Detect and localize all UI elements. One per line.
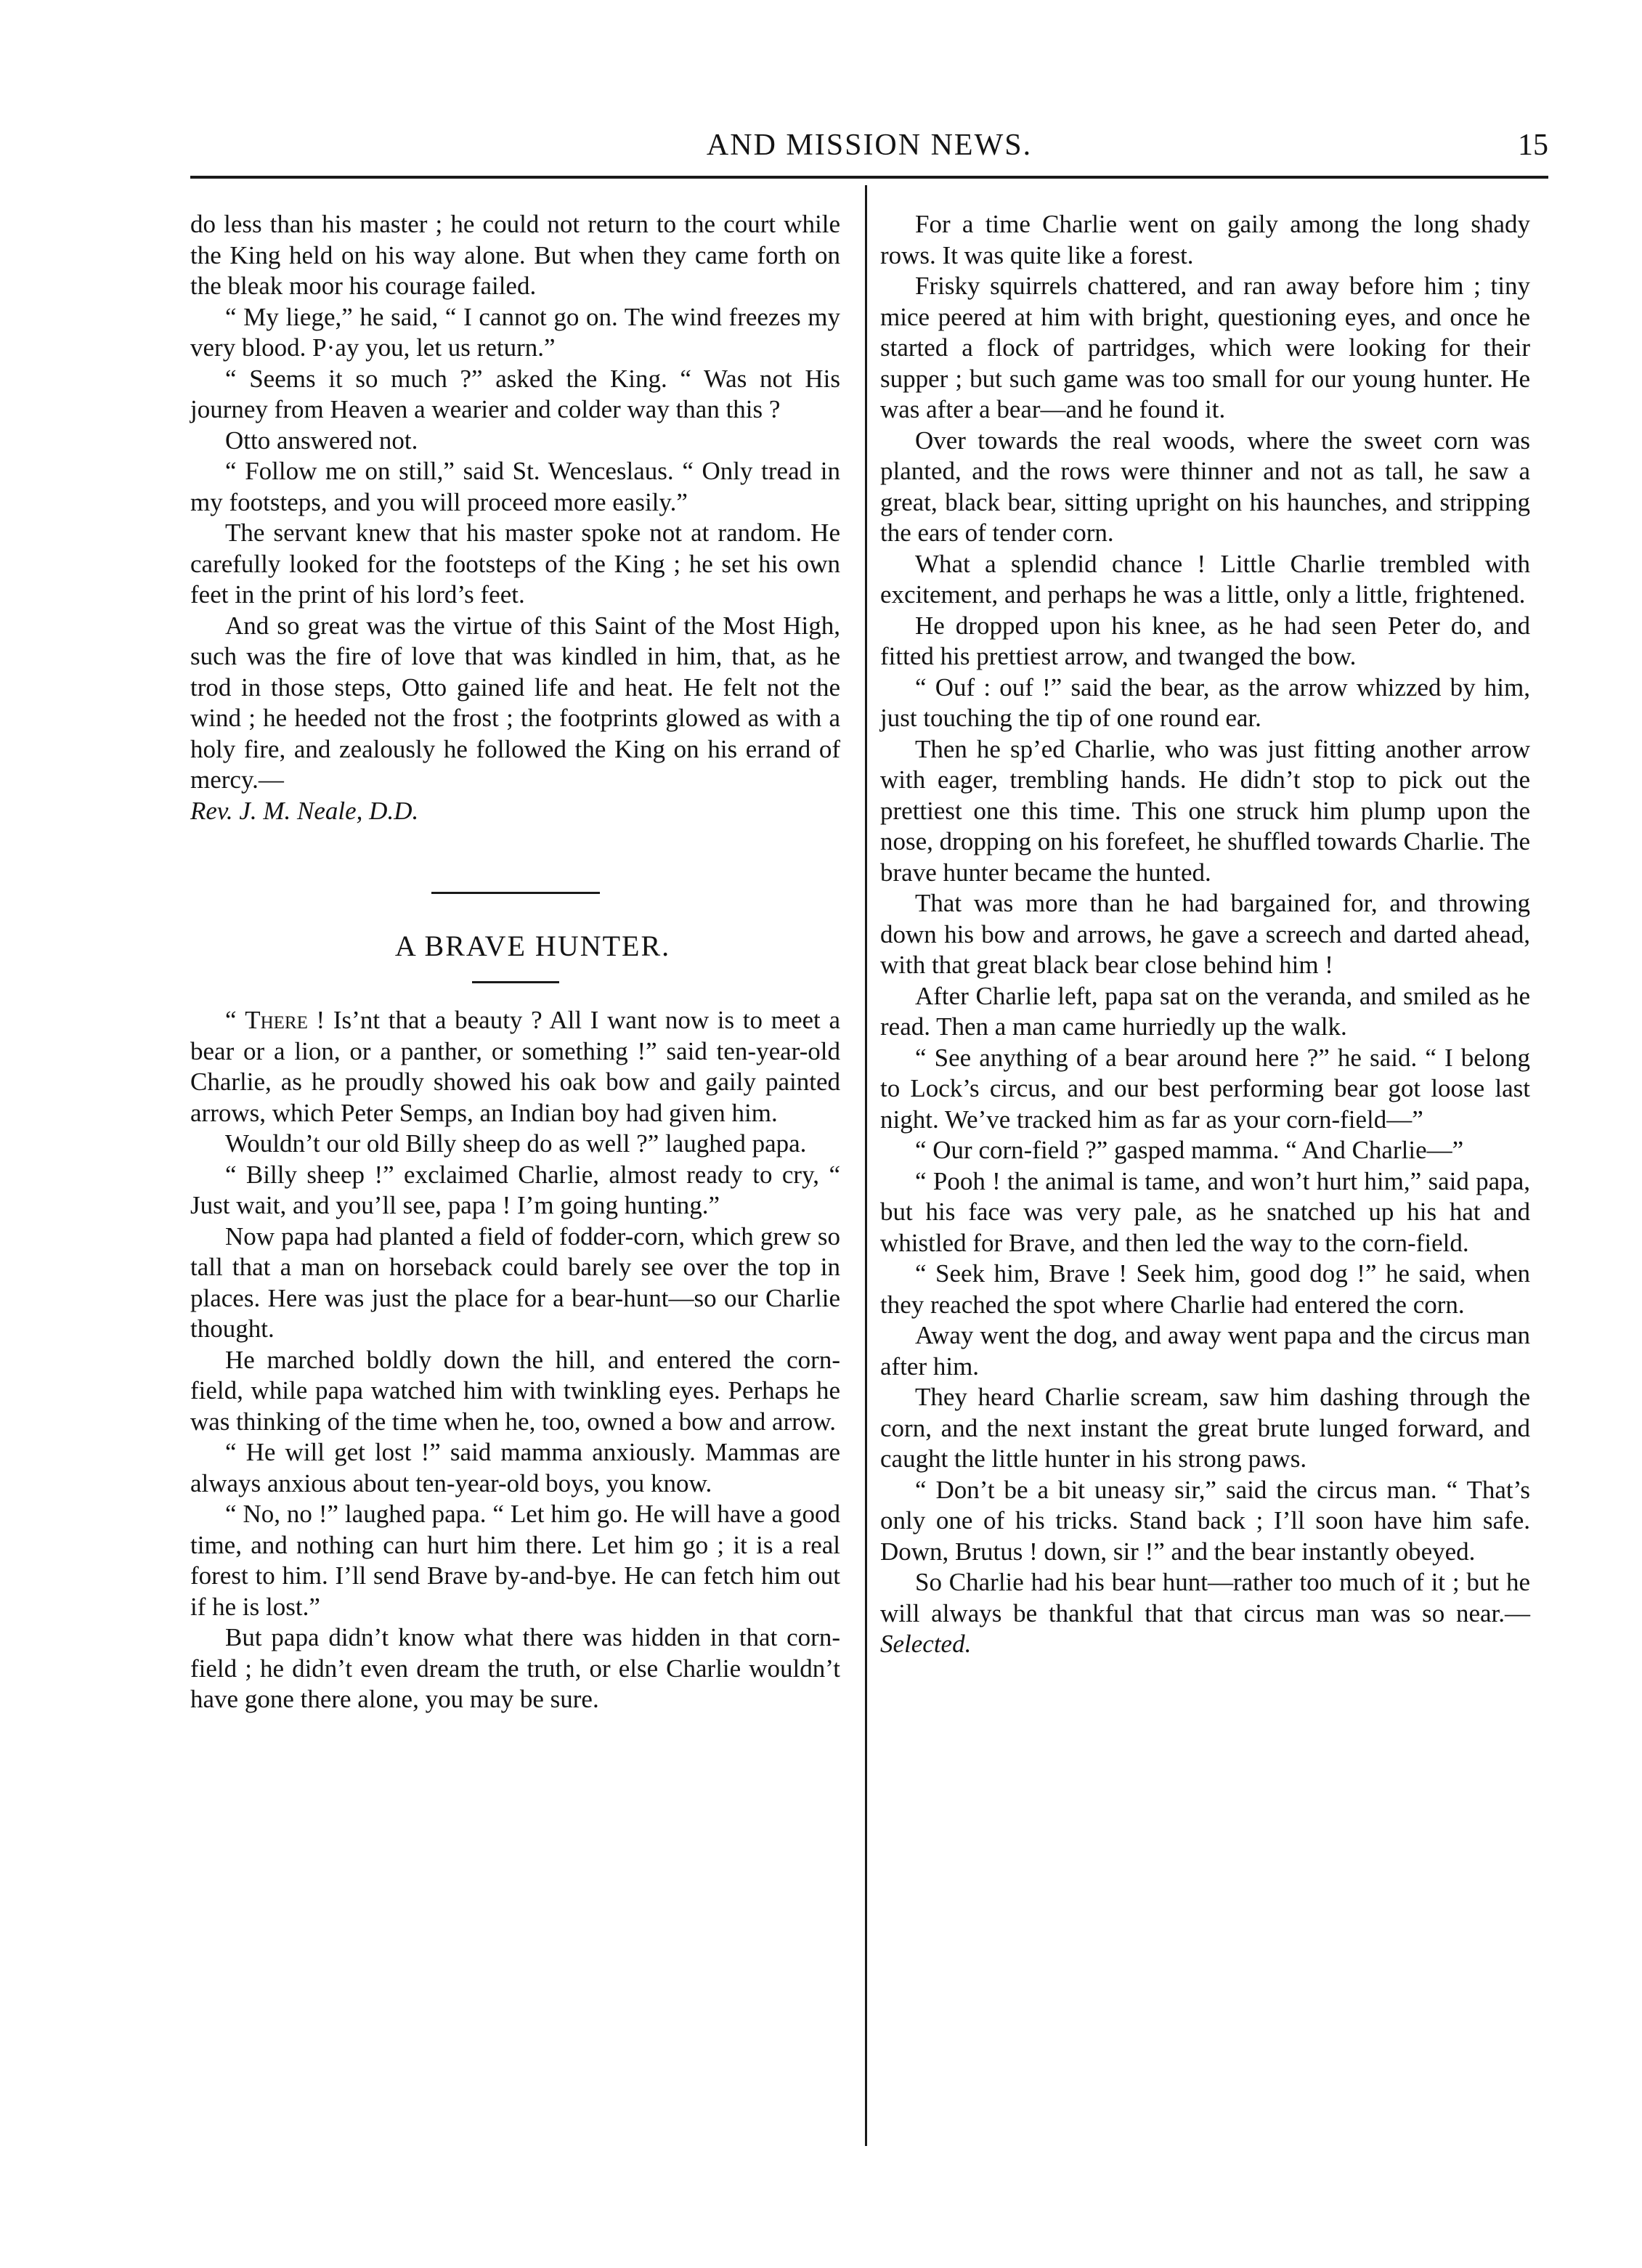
paragraph-text: And so great was the virtue of this Saint of the Most High, such was the fire of love that was kindled in him, that, as he trod in those steps, Otto gained life and heat. He felt not the wind ; he heeded not the frost ; the footprints glowed as with a holy fire, and zealously he followed the King on his errand of mercy.— (190, 611, 840, 794)
column-divider (865, 185, 867, 2146)
section-separator (431, 892, 600, 894)
paragraph: For a time Charlie went on gaily among the long shady rows. It was quite like a forest. (880, 210, 1530, 269)
paragraph: Over towards the real woods, where the sweet corn was planted, and the rows were thinner and not as tall, he saw a great, black bear, sitting upright on his haunches, and stripping the ears of tender corn. (880, 426, 1530, 547)
author-signature: Rev. J. M. Neale, D.D. (190, 796, 419, 825)
paragraph: They heard Charlie scream, saw him dashing through the corn, and the next instant the great brute lunged forward, and caught the little hunter in his strong paws. (880, 1383, 1530, 1473)
opening-word: There (245, 1006, 308, 1034)
paragraph: “ Ouf : ouf !” said the bear, as the arrow whizzed by him, just touching the tip of one round ear. (880, 672, 1530, 732)
source-signature: Selected. (880, 1630, 972, 1658)
paragraph: Now papa had planted a field of fodder-corn, which grew so tall that a man on horseback could barely see over the top in places. Here was just the place for a bear-hunt—so our Charlie thought. (190, 1222, 840, 1343)
paragraph: He marched boldly down the hill, and entered the corn-field, while papa watched him with twinkling eyes. Perhaps he was thinking of the time when he, too, owned a bow and arrow. (190, 1345, 840, 1436)
paragraph: That was more than he had bargained for, and throwing down his bow and arrows, he gave a screech and darted ahead, with that great black bear close behind him ! (880, 889, 1530, 979)
paragraph (190, 611, 840, 827)
paragraph: do less than his master ; he could not return to the court while the King held on his way alone. But when they came forth on the bleak moor his courage failed. (190, 210, 840, 300)
paragraph-text: So Charlie had his bear hunt—rather too much of it ; but he will always be thankful that that circus man was so near.— (880, 1568, 1530, 1627)
left-column (190, 209, 840, 1715)
paragraph: Otto answered not. (225, 426, 418, 455)
paragraph: “ Don’t be a bit uneasy sir,” said the circus man. “ That’s only one of his tricks. Stand back ; I’ll soon have him safe. Down, Brutus ! down, sir !” and the bear instantly obeyed. (880, 1475, 1530, 1566)
paragraph: “ Pooh ! the animal is tame, and won’t hurt him,” said papa, but his face was very pale, as he snatched up his hat and whistled for Brave, and then led the way to the corn-field. (880, 1166, 1530, 1257)
paragraph: After Charlie left, papa sat on the veranda, and smiled as he read. Then a man came hurriedly up the walk. (880, 981, 1530, 1041)
paragraph: “ There ! Is’nt that a beauty ? All I want now is to meet a bear or a lion, or a panther, or something !” said ten-year-old Charlie, as he proudly showed his oak bow and gaily painted arrows, which Peter Semps, an Indian boy had given him. (190, 1006, 840, 1127)
paragraph: But papa didn’t know what there was hidden in that corn-field ; he didn’t even dream the truth, or else Charlie wouldn’t have gone there alone, you may be sure. (190, 1623, 840, 1713)
page-header (190, 123, 1548, 182)
right-column (880, 209, 1530, 1660)
paragraph: “ Follow me on still,” said St. Wenceslaus. “ Only tread in my footsteps, and you will proceed more easily.” (190, 457, 840, 516)
header-rule (190, 176, 1548, 179)
paragraph: “ My liege,” he said, “ I cannot go on. The wind freezes my very blood. P·ay you, let us return.” (190, 302, 840, 362)
article-title: A BRAVE HUNTER. (394, 930, 671, 962)
paragraph: “ See anything of a bear around here ?” he said. “ I belong to Lock’s circus, and our best performing bear got loose last night. We’ve tracked him as far as your corn-field—” (880, 1043, 1530, 1134)
paragraph-text: ! Is’nt that a beauty ? All I want now is to meet a bear or a lion, or a panther, or something !” said ten-year-old Charlie, as he proudly showed his oak bow and gaily painted arrows, which Peter Semps, an Indian boy had given him. (190, 1006, 840, 1127)
paragraph: “ Seek him, Brave ! Seek him, good dog !” he said, when they reached the spot where Charlie had entered the corn. (880, 1259, 1530, 1319)
paragraph: “ Seems it so much ?” asked the King. “ Was not His journey from Heaven a wearier and colder way than this ? (190, 364, 840, 423)
running-head: AND MISSION NEWS. (706, 129, 1033, 162)
paragraph: Then he sp’ed Charlie, who was just fitting another arrow with eager, trembling hands. He didn’t stop to pick out the prettiest one this time. This one struck him plump upon the nose, dropping on his forefeet, he shuffled towards Charlie. The brave hunter became the hunted. (880, 734, 1530, 887)
paragraph: Away went the dog, and away went papa and the circus man after him. (880, 1321, 1530, 1381)
paragraph: Frisky squirrels chattered, and ran away before him ; tiny mice peered at him with bright, questioning eyes, and once he started a flock of partridges, which were looking for their supper ; but such game was too small for our young hunter. He was after a bear—and he found it. (880, 272, 1530, 423)
paragraph: “ He will get lost !” said mamma anxiously. Mammas are always anxious about ten-year-old boys, you know. (190, 1438, 840, 1497)
paragraph: He dropped upon his knee, as he had seen Peter do, and fitted his prettiest arrow, and twanged the bow. (880, 611, 1530, 670)
paragraph: What a splendid chance ! Little Charlie trembled with excitement, and perhaps he was a little, only a little, frightened. (880, 549, 1530, 609)
paragraph: Wouldn’t our old Billy sheep do as well ?” laughed papa. (225, 1129, 807, 1158)
paragraph: The servant knew that his master spoke not at random. He carefully looked for the footsteps of the King ; he set his own feet in the print of his lord’s feet. (190, 519, 840, 609)
paragraph: “ Billy sheep !” exclaimed Charlie, almost ready to cry, “ Just wait, and you’ll see, papa ! I’m going hunting.” (190, 1160, 840, 1219)
paragraph: “ Our corn-field ?” gasped mamma. “ And Charlie—” (915, 1136, 1464, 1164)
title-rule (472, 981, 559, 983)
paragraph: “ No, no !” laughed papa. “ Let him go. He will have a good time, and nothing can hurt him there. Let him go ; it is a real forest to him. I’ll send Brave by-and-bye. He can fetch him out if he is lost.” (190, 1500, 840, 1621)
page-number: 15 (1518, 129, 1548, 162)
paragraph (880, 1567, 1530, 1660)
